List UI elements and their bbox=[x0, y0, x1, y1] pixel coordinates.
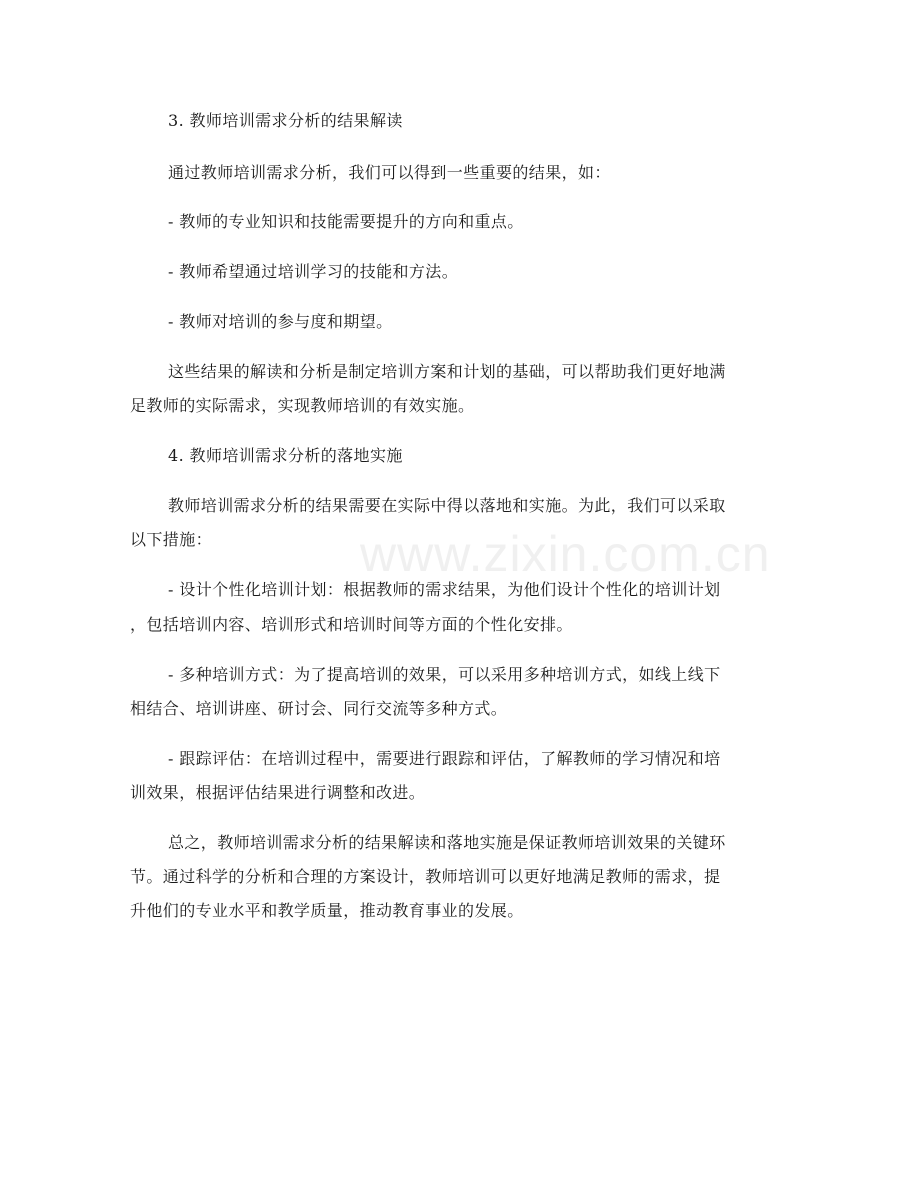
section-heading-4: 4. 教师培训需求分析的落地实施 bbox=[168, 446, 403, 465]
paragraph-line: 足教师的实际需求，实现教师培训的有效实施。 bbox=[130, 396, 475, 415]
list-item-continued: 训效果，根据评估结果进行调整和改进。 bbox=[130, 783, 426, 802]
list-item: - 跟踪评估：在培训过程中，需要进行跟踪和评估，了解教师的学习情况和培 bbox=[168, 749, 721, 768]
paragraph-line: 这些结果的解读和分析是制定培训方案和计划的基础，可以帮助我们更好地满 bbox=[168, 362, 726, 381]
list-item-continued: ，包括培训内容、培训形式和培训时间等方面的个性化安排。 bbox=[130, 615, 573, 634]
paragraph-line: 升他们的专业水平和教学质量，推动教育事业的发展。 bbox=[130, 901, 524, 920]
list-item: - 多种培训方式：为了提高培训的效果，可以采用多种培训方式，如线上线下 bbox=[168, 665, 721, 684]
list-item: - 教师希望通过培训学习的技能和方法。 bbox=[168, 262, 459, 281]
list-item: - 教师对培训的参与度和期望。 bbox=[168, 312, 393, 331]
list-item: - 教师的专业知识和技能需要提升的方向和重点。 bbox=[168, 212, 524, 231]
list-item: - 设计个性化培训计划：根据教师的需求结果，为他们设计个性化的培训计划 bbox=[168, 580, 721, 599]
paragraph-line: 总之，教师培训需求分析的结果解读和落地实施是保证教师培训效果的关键环 bbox=[168, 833, 726, 852]
paragraph-line: 教师培训需求分析的结果需要在实际中得以落地和实施。为此，我们可以采取 bbox=[168, 496, 726, 515]
section-heading-3: 3. 教师培训需求分析的结果解读 bbox=[168, 111, 403, 130]
watermark: www.zixin.com.cn bbox=[360, 526, 771, 582]
list-item-continued: 相结合、培训讲座、研讨会、同行交流等多种方式。 bbox=[130, 699, 508, 718]
paragraph-line: 通过教师培训需求分析，我们可以得到一些重要的结果，如： bbox=[168, 163, 611, 182]
paragraph-line: 节。通过科学的分析和合理的方案设计，教师培训可以更好地满足教师的需求，提 bbox=[130, 867, 721, 886]
paragraph-line: 以下措施： bbox=[130, 530, 213, 549]
